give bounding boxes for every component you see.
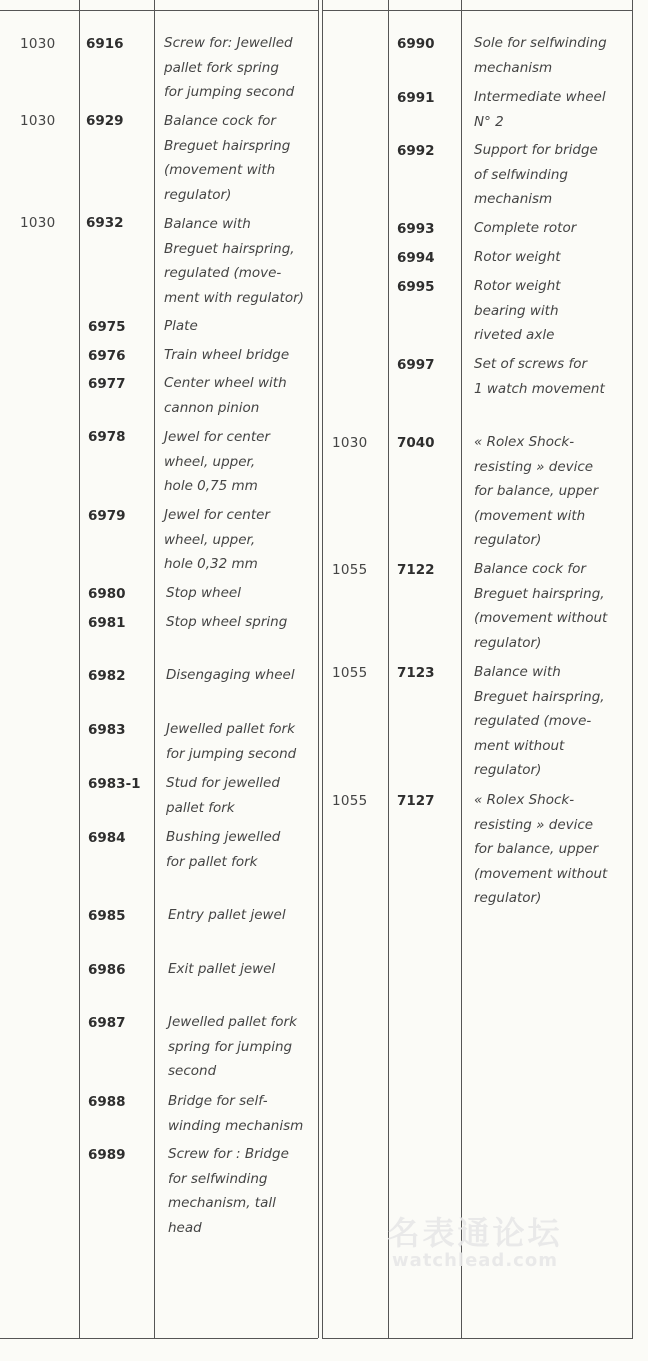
part-number: 6983 — [88, 722, 126, 738]
part-description: Balance cock for Breguet hairspring (movement with regulator) — [164, 113, 291, 203]
part-number: 6982 — [88, 668, 126, 684]
part-description: Jewel for center wheel, upper, hole 0,75 mm — [164, 429, 270, 495]
part-description: Screw for: Jewelled pallet fork spring for jumping second — [164, 35, 295, 101]
part-description: Set of screws for 1 watch movement — [474, 356, 605, 397]
left-rule-end — [318, 0, 319, 1338]
part-description: Balance with Breguet hairspring, regulated (move- ment with regulator) — [164, 216, 304, 306]
calibre-cell: 1055 — [332, 793, 368, 809]
part-description: Rotor weight — [474, 249, 561, 265]
part-description: Plate — [164, 318, 198, 334]
right-rule-cal — [388, 0, 389, 1338]
part-number: 6988 — [88, 1094, 126, 1110]
part-description: Rotor weight bearing with riveted axle — [474, 278, 561, 344]
part-description: Stop wheel spring — [166, 614, 288, 630]
part-number: 6983-1 — [88, 776, 141, 792]
watermark-cn: 名表通论坛 — [387, 1214, 563, 1252]
part-number: 6992 — [397, 143, 435, 159]
calibre-cell: 1055 — [332, 562, 368, 578]
calibre-cell: 1030 — [332, 435, 368, 451]
part-description: Jewel for center wheel, upper, hole 0,32 mm — [164, 507, 270, 573]
bottom-rule-left — [0, 1338, 318, 1339]
part-number: 6929 — [86, 113, 124, 129]
part-number: 6997 — [397, 357, 435, 373]
bottom-rule-right — [322, 1338, 633, 1339]
part-number: 6984 — [88, 830, 126, 846]
part-description: Jewelled pallet fork for jumping second — [166, 721, 297, 762]
part-number: 6993 — [397, 221, 435, 237]
part-number: 6980 — [88, 586, 126, 602]
part-number: 7123 — [397, 665, 435, 681]
part-description: Bushing jewelled for pallet fork — [166, 829, 281, 870]
watermark-url: watchlead.com — [392, 1250, 558, 1271]
part-description: Disengaging wheel — [166, 667, 295, 683]
part-number: 6981 — [88, 615, 126, 631]
part-description: Intermediate wheel N° 2 — [474, 89, 606, 130]
part-number: 6978 — [88, 429, 126, 445]
part-number: 6975 — [88, 319, 126, 335]
part-description: Stop wheel — [166, 585, 241, 601]
part-description: Screw for : Bridge for selfwinding mechanism, tall head — [168, 1146, 289, 1236]
part-description: Complete rotor — [474, 220, 577, 236]
part-number: 6995 — [397, 279, 435, 295]
header-rule-left — [0, 10, 318, 11]
part-number: 6994 — [397, 250, 435, 266]
part-number: 6989 — [88, 1147, 126, 1163]
part-number: 6976 — [88, 348, 126, 364]
part-description: Stud for jewelled pallet fork — [166, 775, 280, 816]
calibre-cell: 1030 — [20, 113, 56, 129]
part-description: Sole for selfwinding mechanism — [474, 35, 607, 76]
calibre-cell: 1030 — [20, 36, 56, 52]
part-number: 6985 — [88, 908, 126, 924]
calibre-cell: 1030 — [20, 215, 56, 231]
part-number: 6991 — [397, 90, 435, 106]
left-rule-num — [154, 0, 155, 1338]
part-description: Bridge for self- winding mechanism — [168, 1093, 304, 1134]
part-description: Balance cock for Breguet hairspring, (movement without regulator) — [474, 561, 608, 651]
right-rule-end — [632, 0, 633, 1338]
part-description: Support for bridge of selfwinding mechanism — [474, 142, 598, 208]
part-number: 7122 — [397, 562, 435, 578]
part-description: Jewelled pallet fork spring for jumping second — [168, 1014, 297, 1080]
part-number: 6986 — [88, 962, 126, 978]
part-description: Balance with Breguet hairspring, regulated (move- ment without regulator) — [474, 664, 605, 779]
calibre-cell: 1055 — [332, 665, 368, 681]
part-description: Exit pallet jewel — [168, 961, 276, 977]
part-number: 6977 — [88, 376, 126, 392]
watermark — [375, 1208, 575, 1271]
part-number: 7127 — [397, 793, 435, 809]
part-number: 6990 — [397, 36, 435, 52]
part-description: Train wheel bridge — [164, 347, 290, 363]
part-description: « Rolex Shock- resisting » device for balance, upper (movement with regulator) — [474, 434, 599, 549]
left-rule-cal — [79, 0, 80, 1338]
header-rule-right — [322, 10, 633, 11]
right-rule-start — [322, 0, 323, 1338]
part-number: 7040 — [397, 435, 435, 451]
part-number: 6932 — [86, 215, 124, 231]
part-number: 6979 — [88, 508, 126, 524]
part-description: Center wheel with cannon pinion — [164, 375, 287, 416]
part-description: Entry pallet jewel — [168, 907, 286, 923]
part-number: 6987 — [88, 1015, 126, 1031]
right-rule-num — [461, 0, 462, 1338]
part-number: 6916 — [86, 36, 124, 52]
part-description: « Rolex Shock- resisting » device for balance, upper (movement without regulator) — [474, 792, 608, 907]
